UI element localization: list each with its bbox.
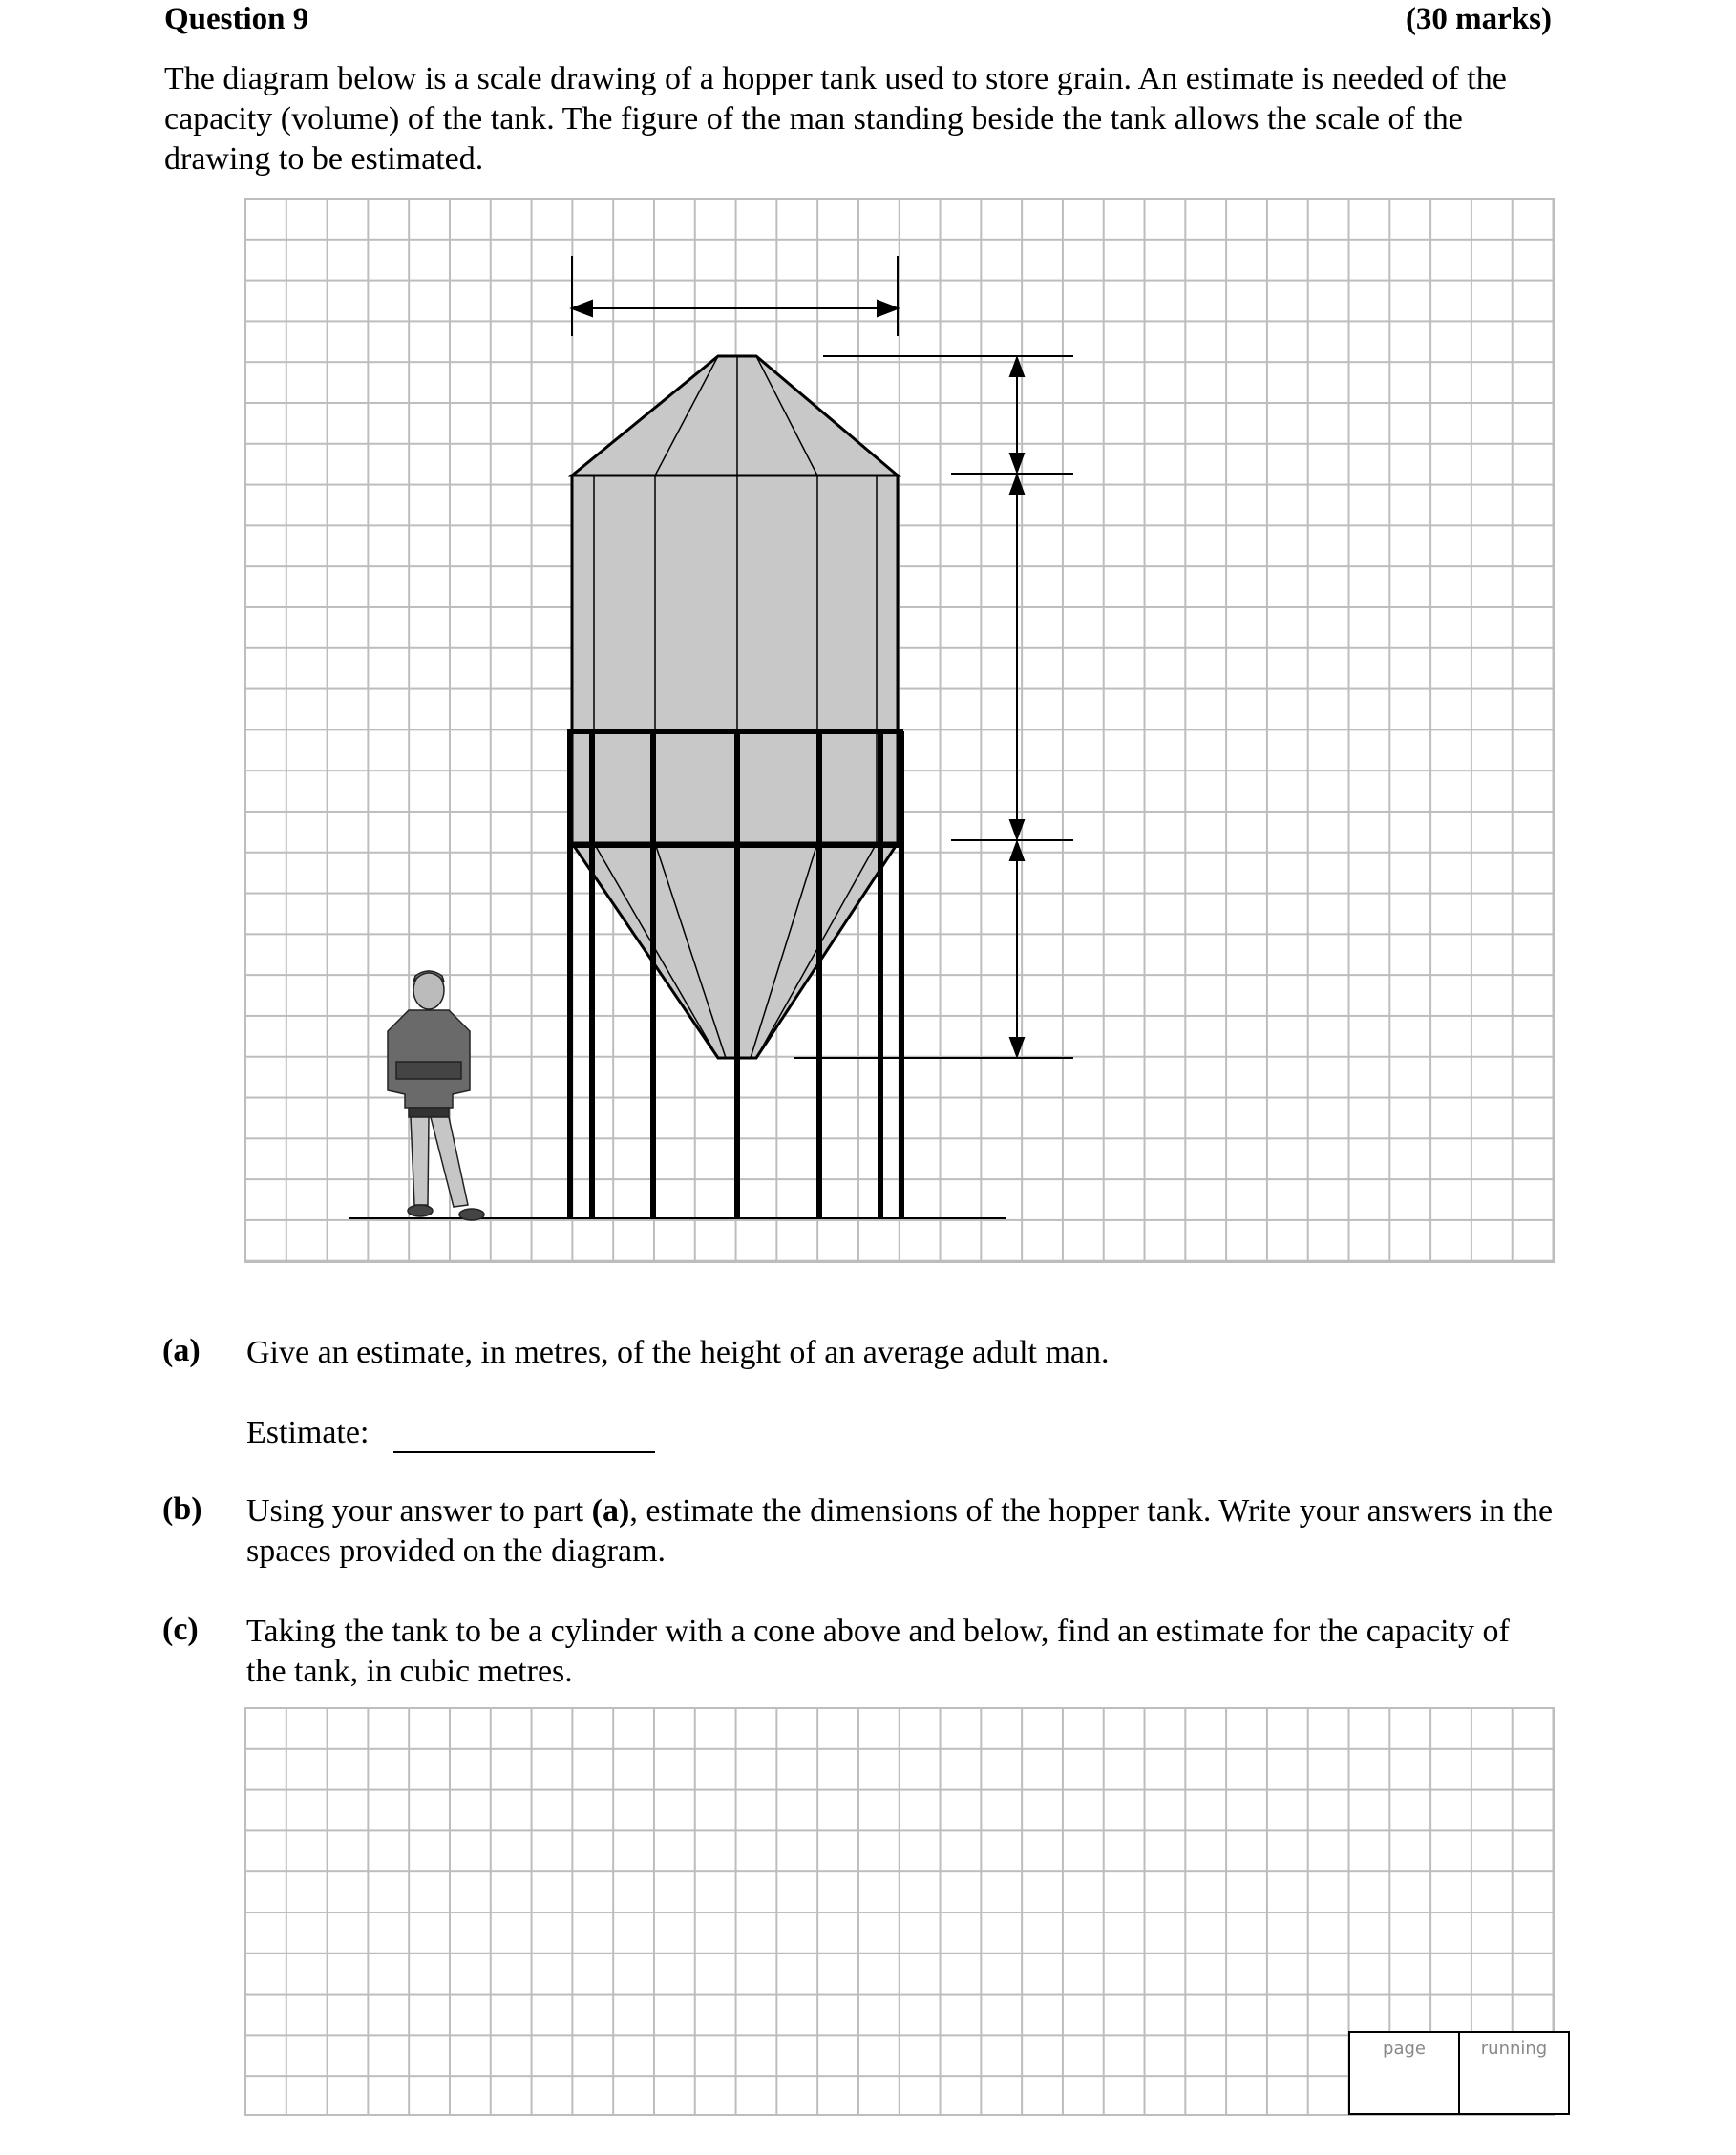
running-marks-cell: running	[1480, 2039, 1548, 2059]
estimate-label: Estimate:	[246, 1415, 370, 1450]
part-c-label: (c)	[162, 1612, 199, 1647]
question-title: Question 9	[164, 2, 309, 36]
part-b-label: (b)	[162, 1491, 202, 1527]
estimate-answer-line[interactable]	[393, 1451, 655, 1453]
question-marks: (30 marks)	[1405, 2, 1552, 36]
tank-top-cone	[572, 356, 898, 475]
man-figure	[388, 971, 484, 1220]
page-marks-cell: page	[1350, 2033, 1460, 2113]
part-a-text: Give an estimate, in metres, of the height of an average adult man.	[246, 1335, 1110, 1370]
question-intro: The diagram below is a scale drawing of a hopper tank used to store grain. An estimate is needed of the capacity (volume) of the tank. The figure of the man standing beside the tank allows the scale of the drawing to be estimated.	[164, 61, 1507, 177]
width-dimension-arrow	[572, 256, 898, 336]
part-b-text: Using your answer to part (a), estimate the dimensions of the hopper tank. Write your answers in the spaces provided on the diagram.	[246, 1493, 1554, 1569]
marks-box	[1348, 2031, 1570, 2115]
part-c-text: Taking the tank to be a cylinder with a cone above and below, find an estimate for the capacity of the tank, in cubic metres.	[246, 1614, 1510, 1689]
part-a-label: (a)	[162, 1333, 201, 1368]
